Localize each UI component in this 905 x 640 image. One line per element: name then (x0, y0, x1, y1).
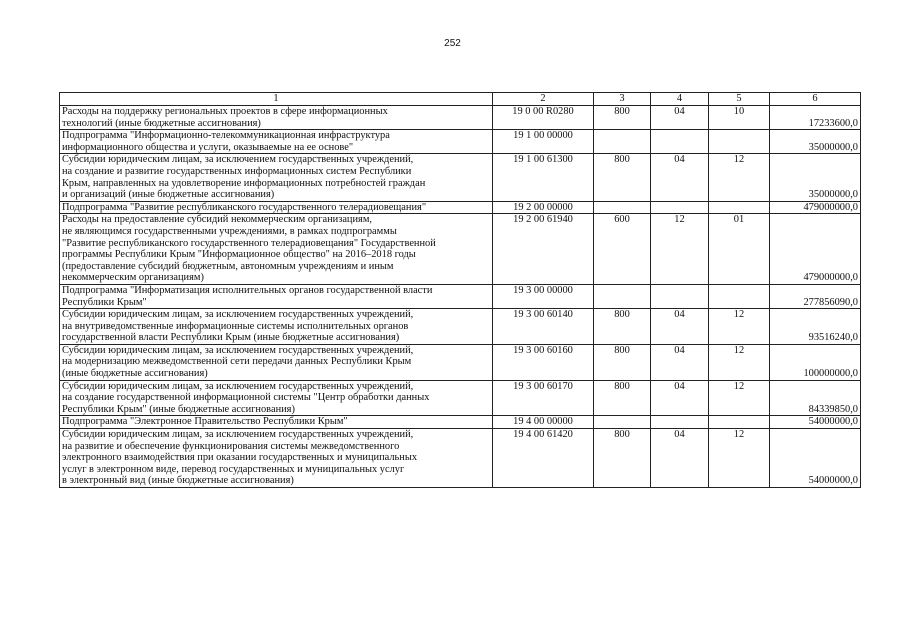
row-amount: 100000000,0 (770, 344, 861, 380)
row-description: Расходы на поддержку региональных проектов в сфере информационных технологий (иные бюджетные ассигнования) (60, 106, 493, 130)
row-description: Субсидии юридическим лицам, за исключением государственных учреждений, на внутриведомственные информационные системы исполнительных органов государственной власти Республики Крым (иные бюджетные ассигнования) (60, 309, 493, 345)
table-row (60, 106, 861, 130)
row-amount: 17233600,0 (770, 106, 861, 130)
row-col-5: 12 (709, 344, 770, 380)
row-code: 19 2 00 00000 (493, 201, 594, 214)
row-col-4: 12 (651, 214, 709, 285)
header-row (60, 93, 861, 106)
row-description: Субсидии юридическим лицам, за исключением государственных учреждений, на модернизацию межведомственной сети передачи данных Республики Крым (иные бюджетные ассигнования) (60, 344, 493, 380)
row-description: Субсидии юридическим лицам, за исключением государственных учреждений, на создание и развитие государственных информационных систем Республики Крым, направленных на удовлетворение информационных потребностей граждан и организаций (иные бюджетные ассигнования) (60, 154, 493, 201)
row-col-3: 800 (594, 154, 651, 201)
row-col-4: 04 (651, 154, 709, 201)
row-col-3 (594, 130, 651, 154)
row-col-4: 04 (651, 106, 709, 130)
row-col-5 (709, 416, 770, 429)
header-col-6: 6 (770, 93, 861, 106)
budget-table (59, 92, 861, 488)
table-row (60, 416, 861, 429)
row-code: 19 3 00 60160 (493, 344, 594, 380)
table-row (60, 201, 861, 214)
row-col-5 (709, 130, 770, 154)
row-code: 19 3 00 60170 (493, 380, 594, 416)
header-col-5: 5 (709, 93, 770, 106)
row-code: 19 1 00 61300 (493, 154, 594, 201)
row-description: Подпрограмма "Развитие республиканского государственного телерадиовещания" (60, 201, 493, 214)
row-col-3: 800 (594, 344, 651, 380)
row-col-4: 04 (651, 309, 709, 345)
header-col-1: 1 (60, 93, 493, 106)
table-row (60, 344, 861, 380)
header-col-4: 4 (651, 93, 709, 106)
table-row (60, 214, 861, 285)
row-code: 19 2 00 61940 (493, 214, 594, 285)
header-col-3: 3 (594, 93, 651, 106)
table-row (60, 284, 861, 308)
row-description: Подпрограмма "Информатизация исполнительных органов государственной власти Республики Крым" (60, 284, 493, 308)
row-col-4 (651, 201, 709, 214)
row-col-3 (594, 284, 651, 308)
row-description: Субсидии юридическим лицам, за исключением государственных учреждений, на развитие и обеспечение функционирования системы межведомственного электронного взаимодействия при оказании государственных и муниципальных услуг в электронном виде, перевод государственных и муниципальных услуг в электронный вид (иные бюджетные ассигнования) (60, 429, 493, 488)
row-description: Подпрограмма "Электронное Правительство Республики Крым" (60, 416, 493, 429)
page-number: 252 (444, 38, 461, 49)
row-code: 19 4 00 00000 (493, 416, 594, 429)
row-col-4 (651, 130, 709, 154)
row-col-5: 12 (709, 154, 770, 201)
row-col-5: 10 (709, 106, 770, 130)
row-col-3 (594, 416, 651, 429)
row-amount: 479000000,0 (770, 214, 861, 285)
table-row (60, 429, 861, 488)
row-col-3: 800 (594, 309, 651, 345)
row-col-4 (651, 284, 709, 308)
header-col-2: 2 (493, 93, 594, 106)
row-col-3: 800 (594, 106, 651, 130)
row-col-4: 04 (651, 380, 709, 416)
row-col-4: 04 (651, 344, 709, 380)
row-amount: 35000000,0 (770, 130, 861, 154)
table-header (60, 93, 861, 106)
row-amount: 84339850,0 (770, 380, 861, 416)
row-col-3: 600 (594, 214, 651, 285)
row-code: 19 4 00 61420 (493, 429, 594, 488)
row-amount: 54000000,0 (770, 429, 861, 488)
row-amount: 54000000,0 (770, 416, 861, 429)
row-col-5: 01 (709, 214, 770, 285)
row-col-5 (709, 201, 770, 214)
row-code: 19 3 00 00000 (493, 284, 594, 308)
row-col-5: 12 (709, 380, 770, 416)
row-description: Субсидии юридическим лицам, за исключением государственных учреждений, на создание государственной информационной системы "Центр обработки данных Республики Крым" (иные бюджетные ассигнования) (60, 380, 493, 416)
row-col-5: 12 (709, 429, 770, 488)
row-col-3: 800 (594, 429, 651, 488)
row-col-5: 12 (709, 309, 770, 345)
row-code: 19 3 00 60140 (493, 309, 594, 345)
row-amount: 93516240,0 (770, 309, 861, 345)
row-col-3: 800 (594, 380, 651, 416)
row-description: Расходы на предоставление субсидий некоммерческим организациям, не являющимся государственными учреждениями, в рамках подпрограммы "Развитие республиканского государственного телерадиовещания" Государственной программы Республики Крым "Информационное общество" на 2016–2018 годы (предоставление субсидий бюджетным, автономным учреждениям и иным некоммерческим организациям) (60, 214, 493, 285)
table-row (60, 309, 861, 345)
row-description: Подпрограмма "Информационно-телекоммуникационная инфраструктура информационного общества и услуги, оказываемые на ее основе" (60, 130, 493, 154)
row-amount: 479000000,0 (770, 201, 861, 214)
row-col-5 (709, 284, 770, 308)
row-col-4: 04 (651, 429, 709, 488)
row-amount: 277856090,0 (770, 284, 861, 308)
table-row (60, 380, 861, 416)
row-amount: 35000000,0 (770, 154, 861, 201)
row-col-4 (651, 416, 709, 429)
row-code: 19 1 00 00000 (493, 130, 594, 154)
table-row (60, 130, 861, 154)
row-code: 19 0 00 R0280 (493, 106, 594, 130)
table-body (60, 106, 861, 488)
table-row (60, 154, 861, 201)
row-col-3 (594, 201, 651, 214)
